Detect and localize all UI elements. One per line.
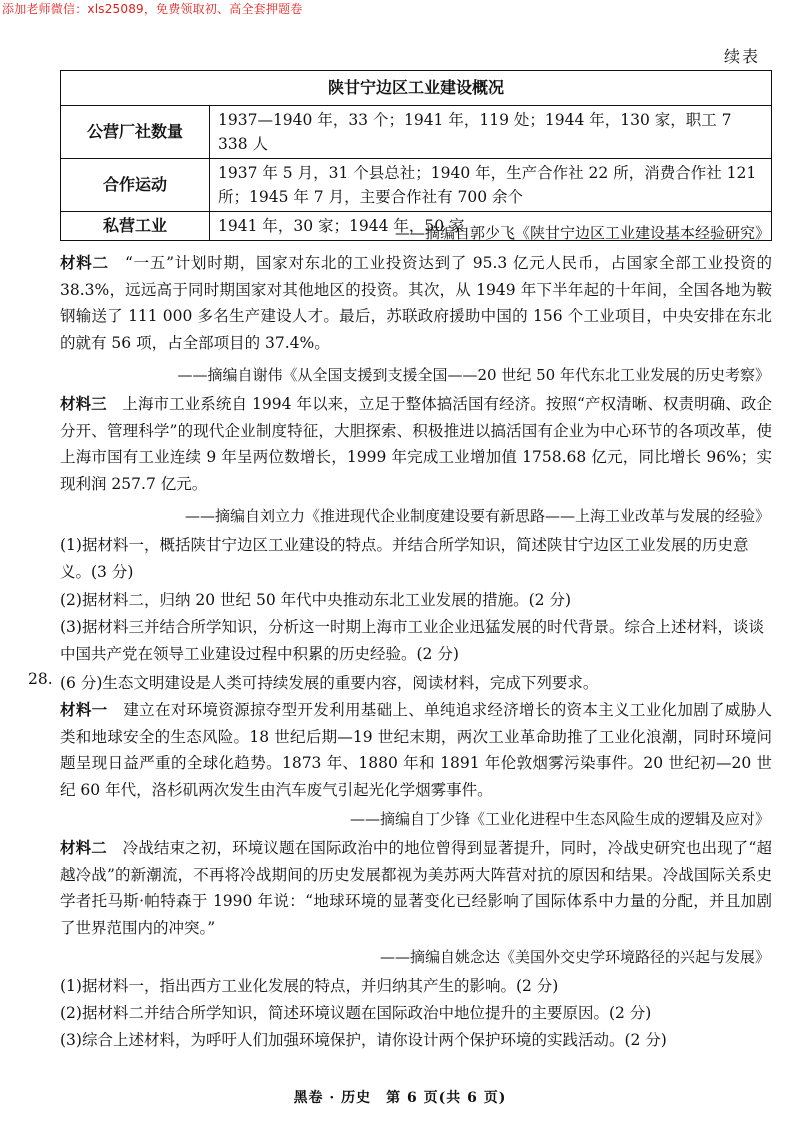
table-row [61,106,772,159]
continued-label: 续表 [723,47,760,66]
q28-sub1: (1)据材料一，指出西方工业化发展的特点，并归纳其产生的影响。(2 分) [60,977,559,995]
q28-intro: (6 分)生态文明建设是人类可持续发展的重要内容，阅读材料，完成下列要求。 [60,674,599,692]
q28-material-2-source: ——摘编自姚念达《美国外交史学环境路径的兴起与发展》 [379,948,770,966]
row-value: 1937 年 5 月，31 个县总社；1940 年，生产合作社 22 所，消费合作社 121 所；1945 年 7 月，主要合作社有 700 余个 [210,159,772,212]
q28-material-2 [60,835,772,941]
material-2-source: ——摘编自谢伟《从全国支援到支援全国——20 世纪 50 年代东北工业发展的历史考察》 [177,366,770,384]
row-label: 私营工业 [61,212,210,241]
table-title: 陕甘宁边区工业建设概况 [61,71,772,106]
material-3 [60,391,772,497]
row-label: 合作运动 [61,159,210,212]
material-text: 建立在对环境资源掠夺型开发利用基础上、单纯追求经济增长的资本主义工业化加剧了威胁人类和地球安全的生态风险。18 世纪后期—19 世纪末期，两次工业革命助推了工业化浪潮，同时环境问题呈现日益严重的全球化趋势。1873 年、1880 年和 1891 年伦敦烟雾污染事件。20 世纪初—20 世纪 60 年代，洛杉矶两次发生由汽车废气引起光化学烟雾事件。 [60,701,772,799]
material-text: 冷战结束之初，环境议题在国际政治中的地位曾得到显著提升，同时，冷战史研究也出现了“超越冷战”的新潮流，不再将冷战期间的历史发展都视为美苏两大阵营对抗的原因和结果。冷战国际关系史学者托马斯·帕特森于 1990 年说：“地球环境的显著变化已经影响了国际体系中力量的分配，并且加剧了世界范围内的冲突。” [60,839,772,937]
material-label: 材料一 [60,701,108,719]
q28-sub3: (3)综合上述材料，为呼吁人们加强环境保护，请你设计两个保护环境的实践活动。(2 分) [60,1031,667,1049]
page-footer: 黑卷 · 历史 第 6 页(共 6 页) [293,1090,507,1106]
row-label: 公营厂社数量 [61,106,210,159]
shaanganning-table [60,70,772,241]
q27-sub3: (3)据材料三并结合所学知识，分析这一时期上海市工业企业迅猛发展的时代背景。综合上述材料，谈谈中国共产党在领导工业建设过程中积累的历史经验。(2 分) [60,618,764,663]
material-label: 材料三 [60,395,107,413]
material-2 [60,250,772,356]
table-source: ——摘编自郭少飞《陕甘宁边区工业建设基本经验研究》 [394,224,770,242]
material-text: 上海市工业系统自 1994 年以来，立足于整体搞活国有经济。按照“产权清晰、权责明确、政企分开、管理科学”的现代企业制度特征，大胆探索、积极推进以搞活国有企业为中心环节的各项改革，使上海市国有工业连续 9 年呈两位数增长，1999 年完成工业增加值 1758.68 亿元，同比增长 96%；实现利润 257.7 亿元。 [60,395,772,493]
table-row [61,159,772,212]
q27-sub2: (2)据材料二，归纳 20 世纪 50 年代中央推动东北工业发展的措施。(2 分) [60,591,571,609]
row-value: 1941 年，30 家；1944 年，50 家 [210,212,772,241]
row-value: 1937—1940 年，33 个；1941 年，119 处；1944 年，130 家，职工 7 338 人 [210,106,772,159]
material-3-source: ——摘编自刘立力《推进现代企业制度建设要有新思路——上海工业改革与发展的经验》 [184,507,770,525]
question-number: 28. [28,670,53,688]
q28-material-1-source: ——摘编自丁少锋《工业化进程中生态风险生成的逻辑及应对》 [349,810,770,828]
q28-material-1 [60,697,772,803]
material-label: 材料二 [60,254,109,272]
promo-banner: 添加老师微信：xls25089，免费领取初、高全套押题卷 [2,2,303,16]
q27-sub1: (1)据材料一，概括陕甘宁边区工业建设的特点。并结合所学知识，简述陕甘宁边区工业发展的历史意义。(3 分) [60,536,749,581]
material-text: “一五”计划时期，国家对东北的工业投资达到了 95.3 亿元人民币，占国家全部工业投资的 38.3%，远远高于同时期国家对其他地区的投资。其次，从 1949 年下半年起的十年间，全国各地为鞍钢输送了 111 000 多名生产建设人才。最后，苏联政府援助中国的 156 个工业项目，中央安排在东北的就有 56 项，占全部项目的 37.4%。 [60,254,772,352]
q28-sub2: (2)据材料二并结合所学知识，简述环境议题在国际政治中地位提升的主要原因。(2 分) [60,1004,652,1022]
material-label: 材料二 [60,839,107,857]
